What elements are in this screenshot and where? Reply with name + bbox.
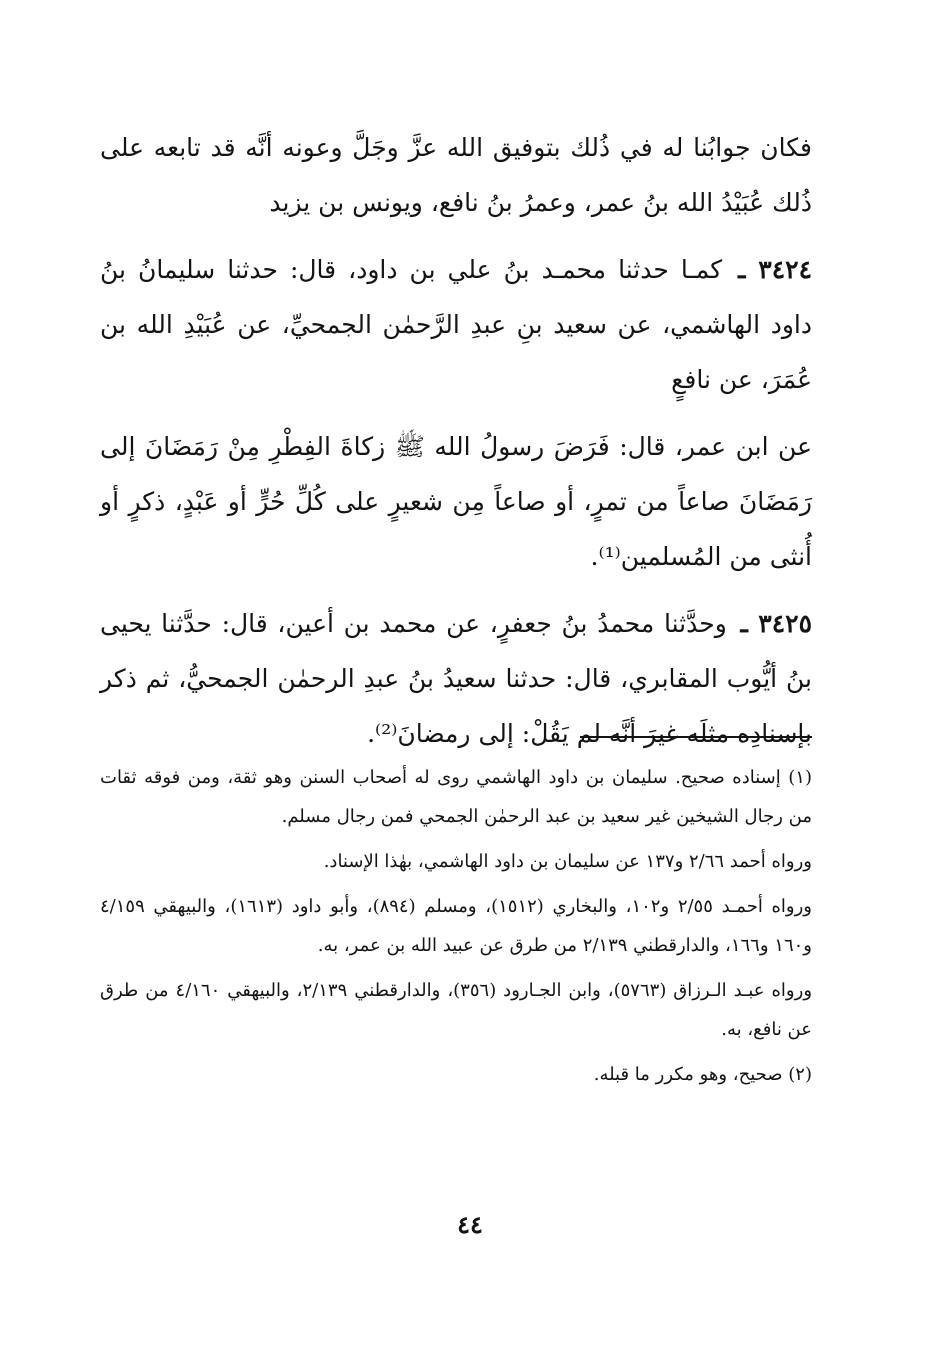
main-text <box>100 120 812 773</box>
paragraph-text: وحدَّثنا محمدُ بنُ جعفرٍ، عن محمد بن أعين، قال: حدَّثنا يحيى بنُ أيُّوب المقابري، قال: حدثنا سعيدُ بنُ عبدِ الرحمٰن الجمحيُّ، ثم ذكر بإسنادِه مثلَه غيرَ أنَّه لم يَقُلْ: إلى رمضانَ⁽²⁾. <box>100 609 812 748</box>
paragraph-text: عن ابن عمر، قال: فَرَضَ رسولُ الله ﷺ زكاةَ الفِطْرِ مِنْ رَمَضَانَ إلى رَمَضَانَ صاعاً من تمرٍ، أو صاعاً مِن شعيرٍ على كُلِّ حُرٍّ أو عَبْدٍ، ذكرٍ أو أُنثى من المُسلمين⁽¹⁾. <box>100 432 812 571</box>
footnote-1-sources: ورواه أحمـد ٢/٥٥ و١٠٢، والبخاري (١٥١٢)، ومسلم (٨٩٤)، وأبو داود (١٦١٣)، والبيهقي ٤/١٥٩ و١٦٠ و١٦٦، والدارقطني ٢/١٣٩ من طرق عن عبيد الله بن عمر، به. <box>100 896 812 956</box>
footnotes <box>100 758 812 1100</box>
hadith-number: ٣٤٢٥ ـ <box>740 609 812 638</box>
footnote-1: (١) إسناده صحيح. سليمان بن داود الهاشمي روى له أصحاب السنن وهو ثقة، ومن فوقه ثقات من رجال الشيخين غير سعيد بن عبد الرحمٰن الجمحي فمن رجال مسلم. <box>100 767 812 827</box>
footnote-separator <box>580 736 812 738</box>
paragraph-text: فكان جوابُنا له في ذُلك بتوفيق الله عزَّ وجَلَّ وعونه أنَّه قد تابعه على ذُلك عُبَيْدُ الله بنُ عمر، وعمرُ بنُ نافع، ويونس بن يزيد <box>100 133 812 217</box>
hadith-number: ٣٤٢٤ ـ <box>738 255 812 284</box>
paragraph-intro <box>100 120 812 230</box>
footnote-1-ahmad: ورواه أحمد ٢/٦٦ و١٣٧ عن سليمان بن داود الهاشمي، بهٰذا الإسناد. <box>323 851 812 872</box>
paragraph-text: كمـا حدثنا محمـد بنُ علي بن داود، قال: حدثنا سليمانُ بنُ داود الهاشمي، عن سعيد بنِ عبدِ الرَّحمٰن الجمحيِّ، عن عُبَيْدِ الله بن عُمَرَ، عن نافعٍ <box>100 255 812 394</box>
hadith-3424-isnad <box>100 242 812 407</box>
hadith-3424-matn <box>100 419 812 584</box>
footnote-2: (٢) صحيح، وهو مكرر ما قبله. <box>593 1064 812 1085</box>
footnote-1-other-sources: ورواه عبـد الـرزاق (٥٧٦٣)، وابن الجـارود (٣٥٦)، والدارقطني ٢/١٣٩، والبيهقي ٤/١٦٠ من طرق عن نافع، به. <box>100 980 813 1040</box>
page-number: ٤٤ <box>457 1210 483 1239</box>
